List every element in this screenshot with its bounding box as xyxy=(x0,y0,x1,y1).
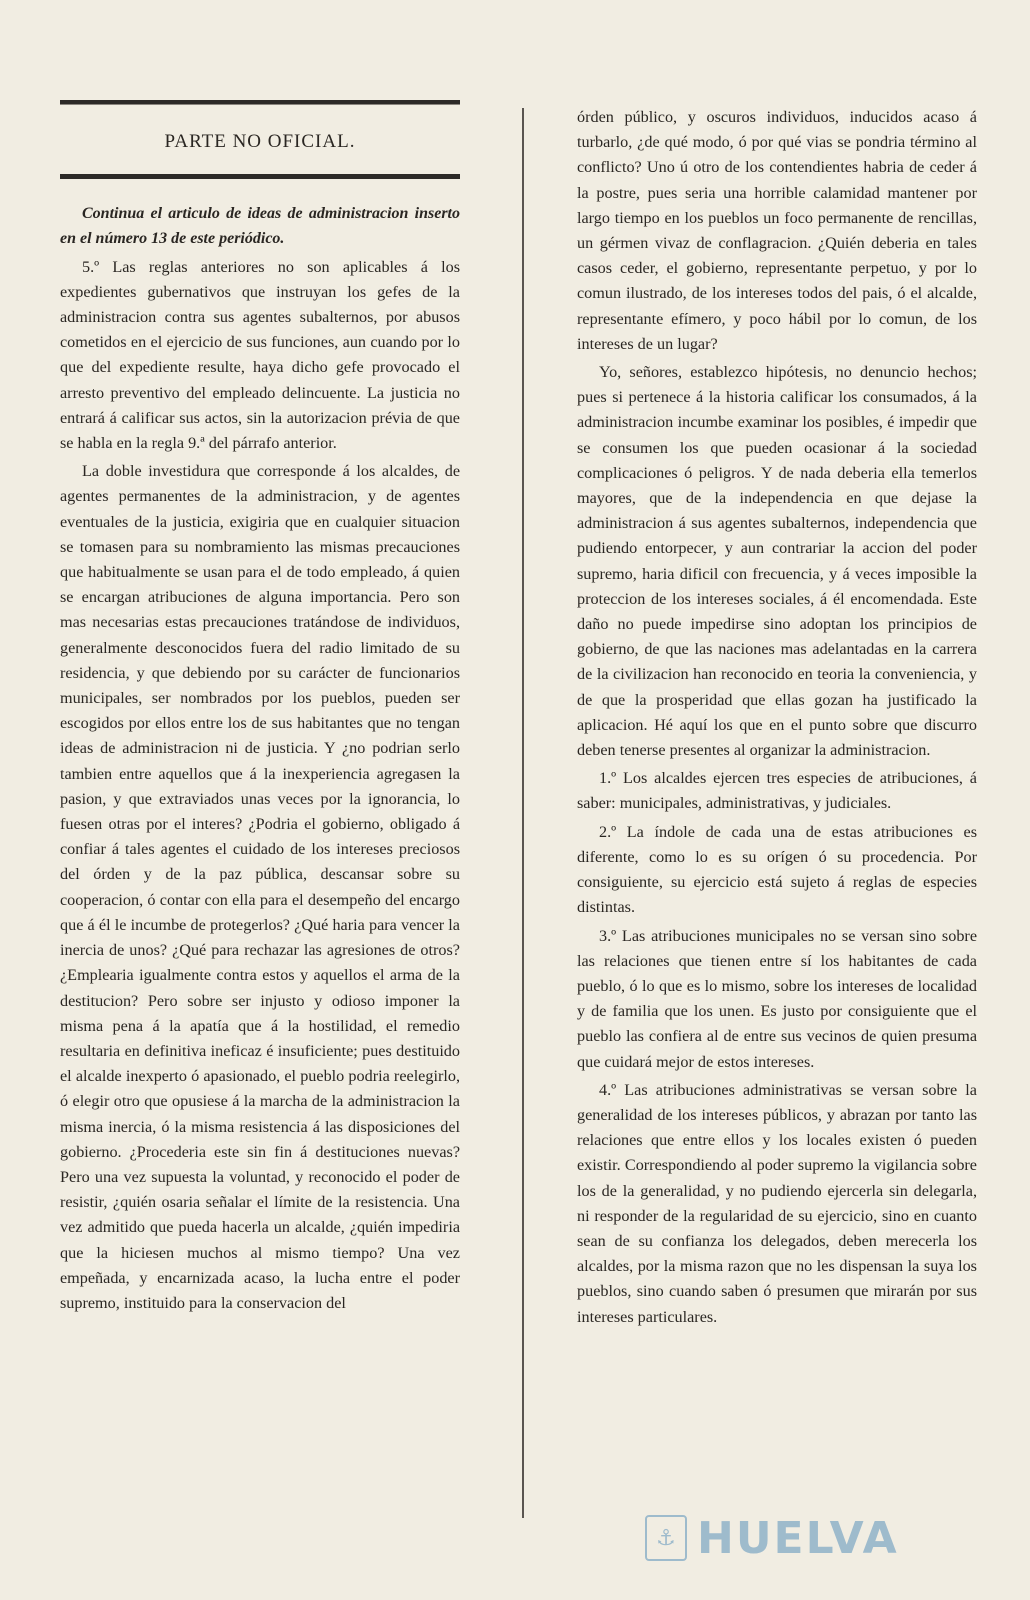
archive-watermark xyxy=(645,1508,965,1568)
heading-rule xyxy=(60,174,460,179)
paragraph: 2.º La índole de cada una de estas atribuciones es diferente, como lo es su orígen ó su procedencia. Por consiguiente, su ejercicio está sujeto á reglas de especies distintas. xyxy=(577,822,977,917)
intro-line: Continua el articulo de ideas de administracion inserto en el número 13 de este periódico. xyxy=(60,205,460,248)
paragraph: Yo, señores, establezco hipótesis, no denuncio hechos; pues si pertenece á la historia calificar los consumados, á la administracion incumbe examinar los posibles, é impedir que se consumen los que pueden ocasionar á la sociedad complicaciones ó peligros. Y de nada deberia ella temerlos mayores, que de la independencia en que dejase la administracion á sus agentes subalternos, independencia que pudiendo entorpecer, y aun contrariar la accion del poder supremo, haria dificil con frecuencia, y á veces imposible la proteccion de los intereses sociales, á él encomendada. Este daño no puede impedirse sino adoptan los principios de gobierno, de que las naciones mas adelantadas en la carrera de la civilizacion han reconocido en teoria la conveniencia, y de que la prosperidad que ellas gozan ha justificado la aplicacion. Hé aquí los que en el punto sobre que discurro deben tenerse presentes al organizar la administracion. xyxy=(577,363,977,760)
paragraph: 5.º Las reglas anteriores no son aplicables á los expedientes gubernativos que instruyan los gefes de la administracion contra sus agentes subalternos, por abusos cometidos en el ejercicio de sus funciones, aun cuando por lo que del expediente resulte, haya dicho gefe provocado el arresto preventivo del empleado delincuente. La justicia no entrará á calificar sus actos, sin la autorizacion prévia de que se habla en la regla 9.ª del párrafo anterior. xyxy=(60,257,460,453)
paragraph: 4.º Las atribuciones administrativas se versan sobre la generalidad de los intereses públicos, y abrazan por tanto las relaciones que entre ellos y los locales existen ó pueden existir. Correspondiendo al poder supremo la vigilancia sobre los de la generalidad, y no pudiendo ejercerla sin delegarla, ni responder de la regularidad de su ejercicio, sino en cuanto sean de su confianza los delegados, deben merecerla los alcaldes, por la misma razon que no les dispensan la suya los pueblos, sino cuando saben ó presumen que mirarán por sus intereses particulares. xyxy=(577,1080,977,1326)
left-column xyxy=(60,100,460,1319)
paragraph: 3.º Las atribuciones municipales no se versan sino sobre las relaciones que tienen entre sí los habitantes de cada pueblo, ó lo que es lo mismo, sobre los intereses de localidad y de familia que los unen. Es justo por consiguiente que el pueblo las confiera al de entre sus vecinos de quien presuma que cuidará mejor de estos intereses. xyxy=(577,926,977,1071)
paragraph: La doble investidura que corresponde á los alcaldes, de agentes permanentes de la administracion, y de agentes eventuales de la justicia, exigiria que en cualquier situacion se tomasen para su nombramiento las mismas precauciones que habitualmente se usan para el de todo empleado, á quien se encargan atribuciones de alguna importancia. Pero son mas necesarias estas precauciones tratándose de individuos, generalmente desconocidos fuera del radio limitado de su residencia, y que debiendo por su carácter de funcionarios municipales, ser nombrados por los pueblos, pueden ser escogidos por ellos entre los de sus habitantes que no tengan ideas de administracion ni de justicia. Y ¿no podrian serlo tambien entre aquellos que á la inexperiencia agregasen la pasion, y que extraviados unas veces por la ignorancia, lo fuesen otras por el interes? ¿Podria el gobierno, obligado á confiar á tales agentes el cuidado de los intereses preciosos del órden y de la paz pública, descansar sobre su cooperacion, ó contar con ella para el desempeño del encargo que á él le incumbe de protegerlos? ¿Qué haria para vencer la inercia de unos? ¿Qué para rechazar las agresiones de otros? ¿Emplearia igualmente contra estos y aquellos el arma de la destitucion? Pero sobre ser injusto y odioso imponer la misma pena á la apatía que á la hostilidad, el remedio resultaria en definitiva ineficaz é insuficiente; pues destituido el alcalde inexperto ó apasionado, el pueblo podria reelegirlo, ó elegir otro que opusiese á la marcha de la administracion la misma inercia, ó la misma resistencia á las disposiciones del gobierno. ¿Procederia este sin fin á destituciones nuevas? Pero una vez supuesta la voluntad, y reconocido el poder de resistir, ¿quién osaria señalar el límite de la resistencia. Una vez admitido que pueda hacerla un alcalde, ¿quién impediria que la hiciesen muchos al mismo tiempo? Una vez empeñada, y encarnizada acaso, la lucha entre el poder supremo, instituido para la conservacion del xyxy=(60,462,460,1312)
watermark-text: HUELVA xyxy=(697,1512,899,1564)
paragraph: 1.º Los alcaldes ejercen tres especies de atribuciones, á saber: municipales, administrativas, y judiciales. xyxy=(577,769,977,813)
right-column xyxy=(577,105,977,1333)
anchor-icon: ⚓ xyxy=(645,1515,687,1561)
paragraph: órden público, y oscuros individuos, inducidos acaso á turbarlo, ¿de qué modo, ó por qué vias se pondria término al conflicto? Uno ú otro de los contendientes habria de ceder á la postre, pues seria una horrible calamidad mantener por largo tiempo en los pueblos un foco permanente de rencillas, un gérmen vivaz de conflagracion. ¿Quién deberia en tales casos ceder, el gobierno, representante perpetuo, y por lo comun ilustrado, de los intereses todos del pais, ó el alcalde, representante efímero, y poco hábil por lo comun, de los intereses de un lugar? xyxy=(577,108,977,353)
top-rule xyxy=(60,100,460,105)
column-divider xyxy=(522,108,524,1518)
section-heading: PARTE NO OFICIAL. xyxy=(164,131,356,152)
